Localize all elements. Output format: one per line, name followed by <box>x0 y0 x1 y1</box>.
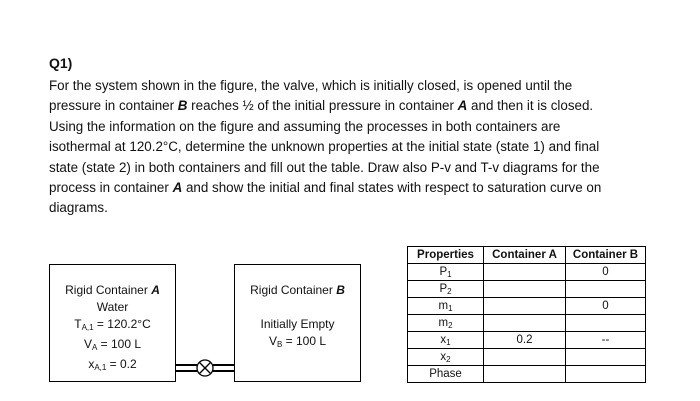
table-row <box>408 349 646 366</box>
pipe-top-right <box>213 364 234 366</box>
cell-property: $P_2$ <box>408 281 484 298</box>
cell-property: $m_2$ <box>408 315 484 332</box>
cell-container-b <box>566 315 646 332</box>
container-b-volume: $V_B = 100$ L <box>268 334 327 349</box>
cell-property: $m_1$ <box>408 298 484 315</box>
table-header-row <box>408 247 646 264</box>
cell-container-a <box>484 298 566 315</box>
cell-property: $x_1$ <box>408 332 484 349</box>
cell-container-a <box>484 366 566 383</box>
container-a-title: Rigid Container A <box>65 283 160 297</box>
cell-container-b <box>566 281 646 298</box>
cell-container-b: -- <box>566 332 646 349</box>
container-a-box <box>49 264 176 382</box>
cell-property: Phase <box>408 366 484 383</box>
container-b-state: Initially Empty <box>260 317 335 331</box>
container-a-quality: $x_{A,1} = 0.2$ <box>88 357 137 372</box>
cell-container-b: 0 <box>566 264 646 281</box>
question-line: For the system shown in the figure, the valve, which is initially closed, is opened until the <box>49 78 573 93</box>
cell-container-a <box>484 349 566 366</box>
cell-container-a: 0.2 <box>484 332 566 349</box>
question-line: state (state 2) in both containers and fill out the table. Draw also P-v and T-v diagrams for the <box>49 159 600 175</box>
cell-container-a <box>484 281 566 298</box>
question-title: Q1) <box>49 55 73 71</box>
cell-container-a <box>484 264 566 281</box>
valve-icon <box>196 359 214 377</box>
question-line: isothermal at 120.2°C, determine the unknown properties at the initial state (state 1) and final <box>49 139 600 155</box>
cell-container-a <box>484 315 566 332</box>
question-body <box>49 76 659 219</box>
table-row <box>408 315 646 332</box>
pipe-bottom-left <box>176 370 197 372</box>
container-a-temp: $T_{A,1} = 120.2^\circ C$ <box>74 317 151 332</box>
table-row <box>408 281 646 298</box>
table-row <box>408 264 646 281</box>
pipe-top-left <box>176 364 197 366</box>
cell-container-b <box>566 349 646 366</box>
header-container-b: Container B <box>566 247 646 264</box>
table-row <box>408 366 646 383</box>
container-b-title: Rigid Container B <box>250 283 345 297</box>
cell-container-b <box>566 366 646 383</box>
table-row <box>408 298 646 315</box>
question-line: process in container A and show the initial and final states with respect to saturation curve on <box>49 180 602 196</box>
container-b-box <box>234 264 361 382</box>
container-a-volume: $V_A = 100$ L <box>83 337 142 352</box>
container-a-substance: Water <box>96 300 129 314</box>
cell-container-b: 0 <box>566 298 646 315</box>
header-container-a: Container A <box>484 247 566 264</box>
question-line: diagrams. <box>49 200 108 216</box>
question-line: pressure in container B reaches ½ of the initial pressure in container A and then it is closed. <box>49 98 594 114</box>
cell-property: $P_1$ <box>408 264 484 281</box>
pipe-bottom-right <box>213 370 234 372</box>
table-row <box>408 332 646 349</box>
question-line: Using the information on the figure and assuming the processes in both containers are <box>49 118 561 134</box>
cell-property: $x_2$ <box>408 349 484 366</box>
header-properties: Properties <box>408 247 484 264</box>
properties-table <box>407 246 646 383</box>
